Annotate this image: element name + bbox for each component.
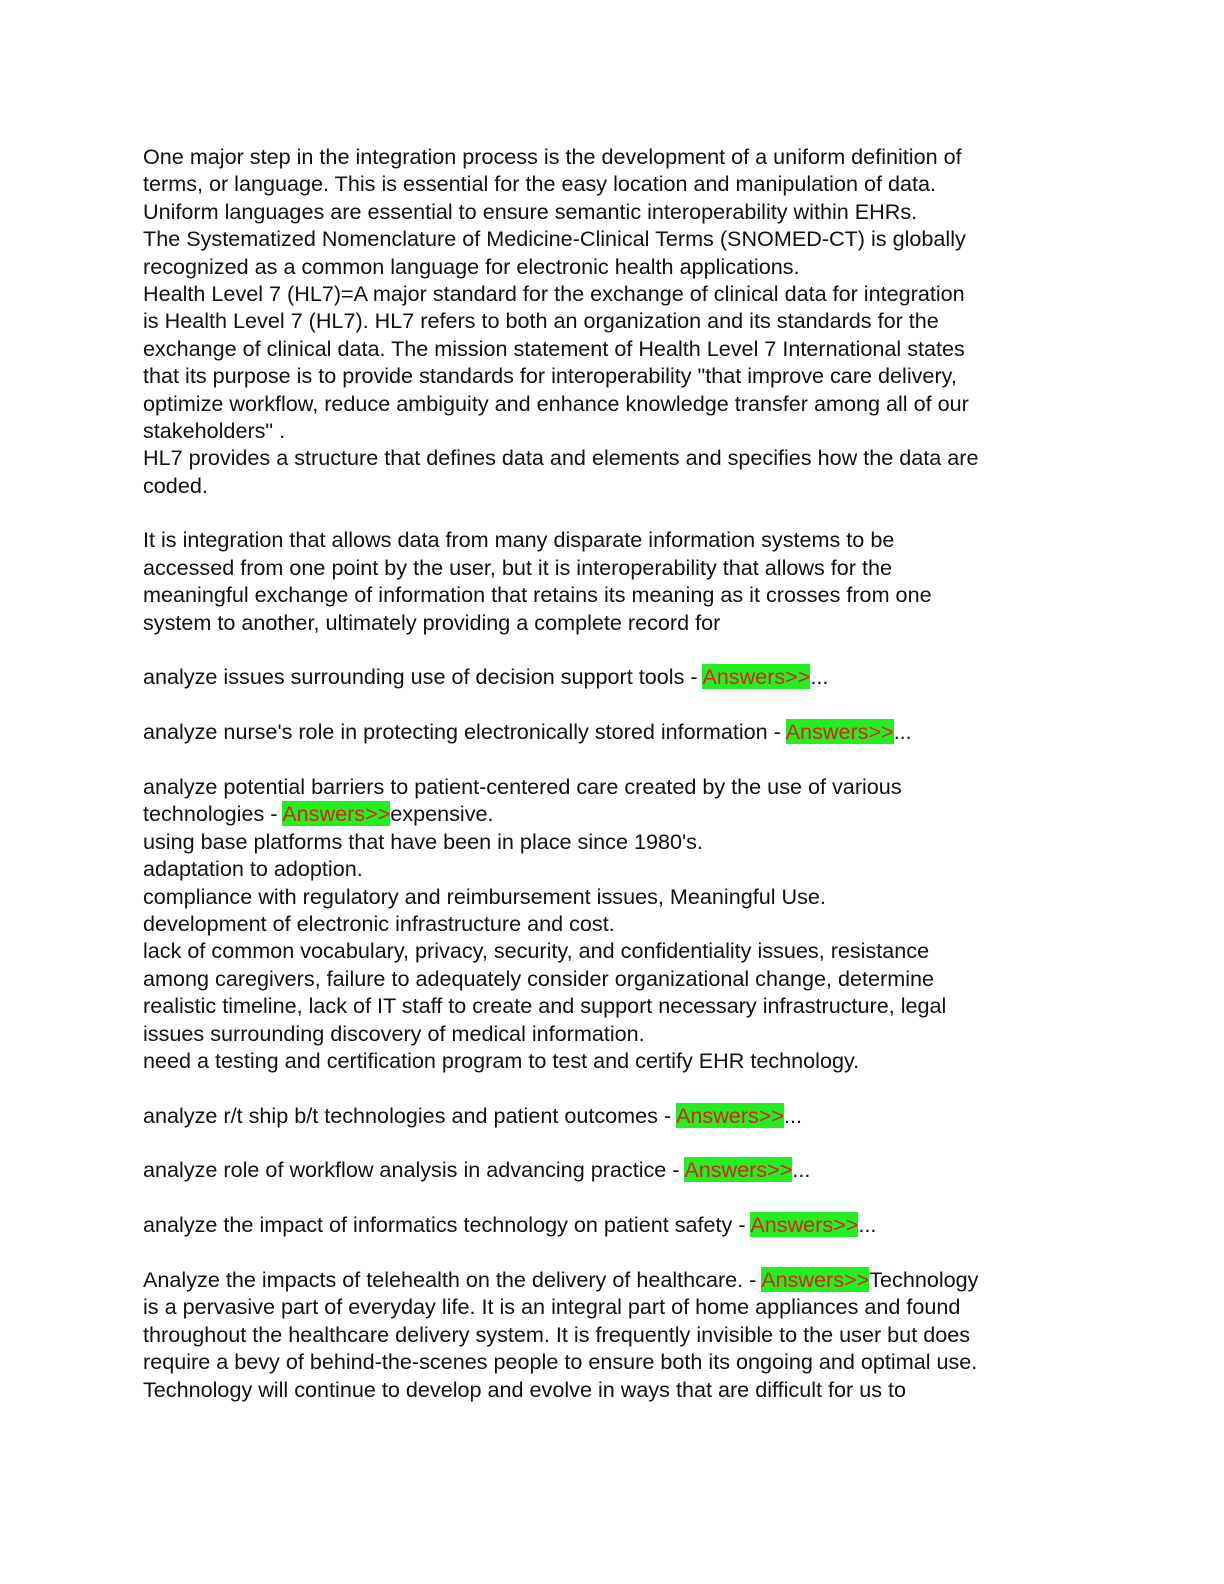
answer-text: ... — [784, 1102, 803, 1128]
spacer — [143, 1239, 1083, 1266]
answer-text: ... — [858, 1212, 877, 1238]
text-line: exchange of clinical data. The mission statement of Health Level 7 International states — [143, 335, 965, 361]
answers-highlight: Answers>> — [702, 664, 811, 690]
qa-item-outcomes — [143, 1102, 1083, 1129]
qa-item-barriers — [143, 773, 1083, 1074]
answers-highlight: Answers>> — [785, 719, 894, 745]
qa-item-workflow — [143, 1156, 1083, 1183]
answer-line: using base platforms that have been in place since 1980's. — [143, 828, 703, 854]
spacer — [143, 1129, 1083, 1156]
answer-line: compliance with regulatory and reimbursement issues, Meaningful Use. — [143, 883, 826, 909]
answers-highlight: Answers>> — [282, 801, 391, 827]
qa-item-decision-support — [143, 663, 1083, 690]
question-text: analyze potential barriers to patient-centered care created by the use of various — [143, 773, 902, 799]
answer-line: throughout the healthcare delivery system. It is frequently invisible to the user but does — [143, 1321, 971, 1347]
text-line: stakeholders" . — [143, 417, 286, 443]
answer-line: Technology will continue to develop and evolve in ways that are difficult for us to — [143, 1376, 907, 1402]
text-line: accessed from one point by the user, but it is interoperability that allows for the — [143, 554, 892, 580]
spacer — [143, 746, 1083, 773]
answer-line: is a pervasive part of everyday life. It is an integral part of home appliances and found — [143, 1294, 961, 1320]
answer-line: realistic timeline, lack of IT staff to create and support necessary infrastructure, legal — [143, 993, 947, 1019]
intro-paragraph — [143, 143, 1083, 499]
question-text: analyze r/t ship b/t technologies and patient outcomes - — [143, 1102, 676, 1128]
text-line — [143, 800, 1083, 827]
text-line: Health Level 7 (HL7)=A major standard for the exchange of clinical data for integration — [143, 280, 965, 306]
answers-highlight: Answers>> — [761, 1267, 870, 1293]
qa-item-nurse-role — [143, 718, 1083, 745]
spacer — [143, 1074, 1083, 1101]
text-line: meaningful exchange of information that retains its meaning as it crosses from one — [143, 582, 932, 608]
qa-item-telehealth — [143, 1266, 1083, 1403]
answer-text: expensive. — [390, 801, 494, 827]
text-line: Uniform languages are essential to ensure semantic interoperability within EHRs. — [143, 198, 918, 224]
answer-text: ... — [810, 664, 829, 690]
spacer — [143, 691, 1083, 718]
document-page — [143, 143, 1083, 1403]
integration-paragraph — [143, 526, 1083, 636]
answer-text: Technology — [869, 1267, 979, 1293]
text-line: HL7 provides a structure that defines data and elements and specifies how the data are — [143, 445, 979, 471]
answers-highlight: Answers>> — [675, 1102, 785, 1128]
text-line: that its purpose is to provide standards for interoperability "that improve care delivery, — [143, 363, 957, 389]
qa-item-patient-safety — [143, 1211, 1083, 1238]
answer-line: need a testing and certification program to test and certify EHR technology. — [143, 1047, 860, 1073]
answer-line: development of electronic infrastructure and cost. — [143, 910, 615, 936]
question-text: analyze the impact of informatics technology on patient safety - — [143, 1212, 751, 1238]
question-text: analyze nurse's role in protecting electronically stored information - — [143, 719, 786, 745]
answer-text: ... — [792, 1157, 811, 1183]
text-line: coded. — [143, 472, 208, 498]
answer-line: require a bevy of behind-the-scenes people to ensure both its ongoing and optimal use. — [143, 1349, 978, 1375]
answers-highlight: Answers>> — [750, 1212, 859, 1238]
text-line: terms, or language. This is essential for the easy location and manipulation of data. — [143, 171, 937, 197]
answers-highlight: Answers>> — [684, 1157, 793, 1183]
text-line: It is integration that allows data from many disparate information systems to be — [143, 527, 895, 553]
answer-line: lack of common vocabulary, privacy, security, and confidentiality issues, resistance — [143, 938, 930, 964]
text-line: optimize workflow, reduce ambiguity and enhance knowledge transfer among all of our — [143, 390, 969, 416]
text-line: The Systematized Nomenclature of Medicine-Clinical Terms (SNOMED-CT) is globally — [143, 226, 966, 252]
answer-text: ... — [893, 719, 912, 745]
spacer — [143, 499, 1083, 526]
spacer — [143, 1184, 1083, 1211]
question-text: analyze issues surrounding use of decision support tools - — [143, 664, 703, 690]
text-line: recognized as a common language for electronic health applications. — [143, 253, 800, 279]
text-line: is Health Level 7 (HL7). HL7 refers to both an organization and its standards for the — [143, 308, 939, 334]
answer-line: among caregivers, failure to adequately consider organizational change, determine — [143, 965, 935, 991]
question-text: technologies - — [143, 801, 283, 827]
text-line: One major step in the integration process is the development of a uniform definition of — [143, 144, 962, 169]
answer-line: issues surrounding discovery of medical information. — [143, 1020, 645, 1046]
question-text: analyze role of workflow analysis in advancing practice - — [143, 1157, 685, 1183]
question-text: Analyze the impacts of telehealth on the delivery of healthcare. - — [143, 1267, 762, 1293]
answer-line: adaptation to adoption. — [143, 856, 363, 882]
text-line — [143, 1266, 1083, 1293]
text-line: system to another, ultimately providing a complete record for — [143, 609, 721, 635]
spacer — [143, 636, 1083, 663]
